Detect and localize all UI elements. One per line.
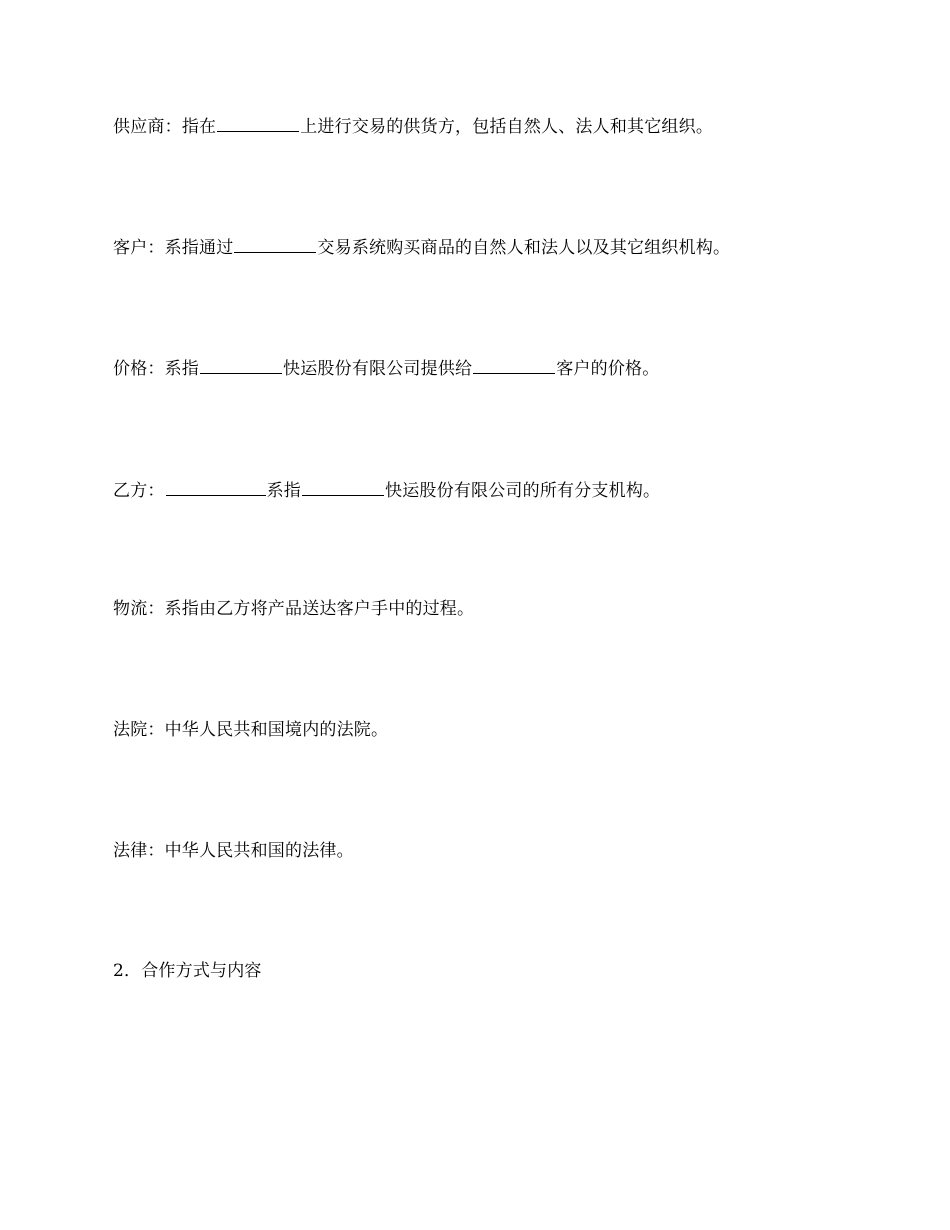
paragraph-court-definition	[113, 719, 388, 741]
definition-text: 上进行交易的供货方，包括自然人、法人和其它组织。	[300, 117, 714, 137]
term-party-b: 乙方：	[113, 481, 165, 501]
paragraph-law-definition	[113, 840, 354, 862]
paragraph-price-definition	[113, 356, 659, 380]
paragraph-customer-definition	[113, 235, 730, 259]
term-law: 法律：	[113, 841, 165, 861]
paragraph-party-b-definition	[113, 478, 660, 502]
term-supplier: 供应商：	[113, 117, 182, 137]
definition-text: 快运股份有限公司的所有分支机构。	[385, 481, 661, 501]
definition-text: 中华人民共和国的法律。	[164, 841, 354, 861]
term-price: 价格：	[113, 359, 165, 379]
fill-in-blank	[217, 114, 299, 132]
term-logistics: 物流：	[113, 599, 165, 619]
definition-text: 客户的价格。	[556, 359, 660, 379]
definition-text: 交易系统购买商品的自然人和法人以及其它组织机构。	[317, 238, 731, 258]
definition-text: 指在	[181, 117, 217, 137]
fill-in-blank	[473, 356, 555, 374]
paragraph-logistics-definition	[113, 598, 474, 620]
definition-text: 系指由乙方将产品送达客户手中的过程。	[164, 599, 475, 619]
section-title: 合作方式与内容	[141, 961, 262, 981]
paragraph-supplier-definition	[113, 114, 713, 138]
section-number: 2．	[113, 961, 142, 981]
fill-in-blank	[166, 478, 266, 496]
fill-in-blank	[234, 235, 316, 253]
definition-text: 系指	[164, 359, 200, 379]
section-heading-cooperation	[113, 960, 262, 982]
definition-text: 系指	[266, 481, 302, 501]
definition-text: 中华人民共和国境内的法院。	[164, 720, 389, 740]
term-court: 法院：	[113, 720, 165, 740]
definition-text: 快运股份有限公司提供给	[283, 359, 473, 379]
fill-in-blank	[302, 478, 384, 496]
definition-text: 系指通过	[164, 238, 234, 258]
fill-in-blank	[200, 356, 282, 374]
term-customer: 客户：	[113, 238, 165, 258]
